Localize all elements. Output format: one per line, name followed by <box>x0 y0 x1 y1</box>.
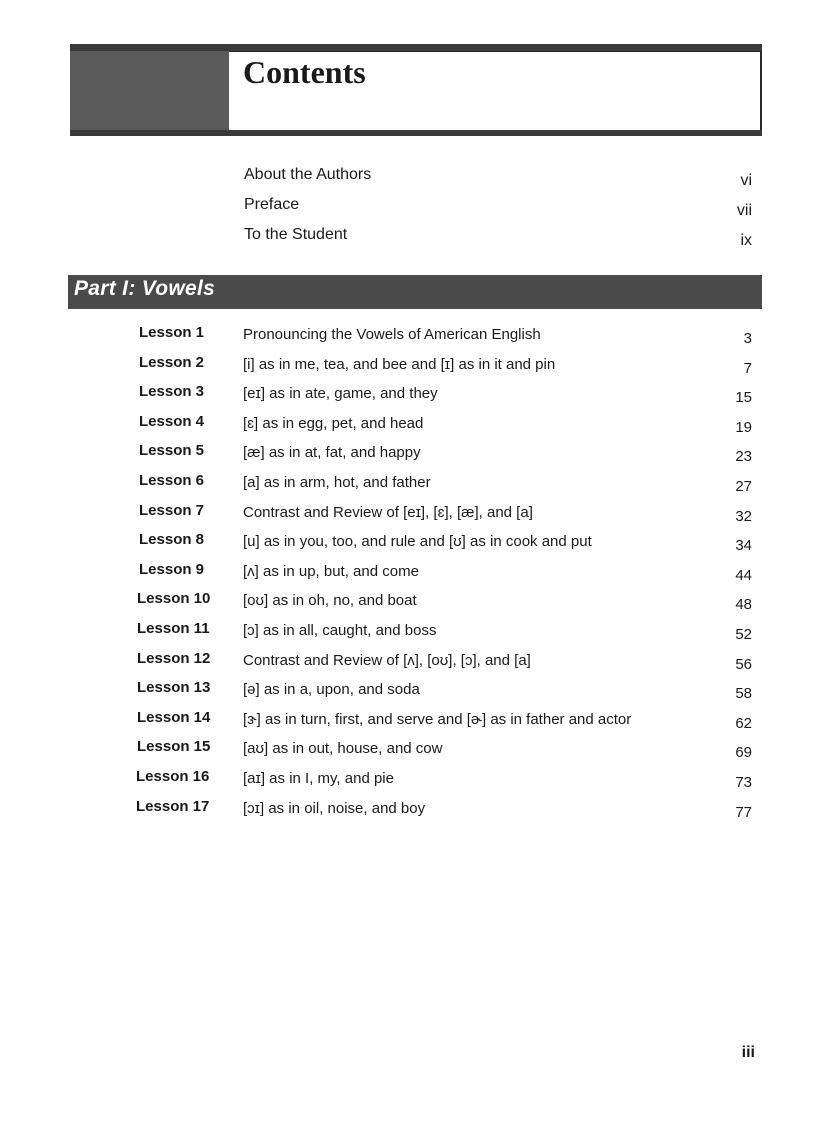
lesson-title: Contrast and Review of [eɪ], [ɛ], [æ], and [a] <box>243 503 533 521</box>
page-folio: iii <box>741 1044 755 1061</box>
lesson-title: [a] as in arm, hot, and father <box>243 474 431 491</box>
lesson-page: 69 <box>735 744 752 762</box>
lesson-label: Lesson 4 <box>139 412 205 430</box>
lesson-title: [ɔ] as in all, caught, and boss <box>243 622 437 639</box>
lesson-title: Contrast and Review of [ʌ], [oʊ], [ɔ], and [a] <box>243 651 531 669</box>
page-title: Contents <box>243 54 366 90</box>
front-matter-page: vi <box>740 172 752 189</box>
lesson-page: 27 <box>735 478 752 495</box>
lesson-title: [ɛ] as in egg, pet, and head <box>243 414 424 432</box>
lesson-label: Lesson 5 <box>139 442 205 460</box>
lesson-title: [oʊ] as in oh, no, and boat <box>243 592 417 610</box>
lesson-page: 52 <box>735 626 752 643</box>
lesson-label: Lesson 9 <box>139 560 205 578</box>
lesson-page: 73 <box>735 774 752 791</box>
front-matter-page: vii <box>736 202 752 219</box>
front-matter-page: ix <box>740 232 752 249</box>
lesson-title: [ɝ] as in turn, first, and serve and [ɚ] as in father and actor <box>243 710 632 728</box>
lesson-label: Lesson 7 <box>139 501 205 519</box>
lesson-title: Pronouncing the Vowels of American English <box>243 326 541 343</box>
lesson-title: [ʌ] as in up, but, and come <box>243 562 419 580</box>
lesson-label: Lesson 3 <box>139 383 205 401</box>
lesson-label: Lesson 15 <box>137 738 211 756</box>
lesson-label: Lesson 1 <box>139 324 205 341</box>
lesson-page: 77 <box>735 803 752 821</box>
lesson-page: 56 <box>735 655 752 673</box>
lesson-title: [aʊ] as in out, house, and cow <box>243 740 443 758</box>
lesson-title: [i] as in me, tea, and bee and [ɪ] as in it and pin <box>243 355 556 373</box>
lesson-label: Lesson 6 <box>139 472 205 489</box>
lesson-page: 3 <box>743 330 752 347</box>
lesson-label: Lesson 14 <box>137 708 211 726</box>
lesson-page: 58 <box>735 685 752 703</box>
lesson-title: [ɔɪ] as in oil, noise, and boy <box>243 799 426 817</box>
lesson-label: Lesson 11 <box>137 620 210 637</box>
lesson-label: Lesson 16 <box>136 768 210 785</box>
lesson-title: [ə] as in a, upon, and soda <box>243 681 420 699</box>
lesson-title: [u] as in you, too, and rule and [ʊ] as in cook and put <box>243 533 592 551</box>
lesson-label: Lesson 13 <box>137 679 211 697</box>
lesson-page: 19 <box>735 418 752 436</box>
front-matter-title: About the Authors <box>244 166 372 183</box>
header-bottom-rule <box>70 130 762 136</box>
front-matter-title: Preface <box>244 196 300 213</box>
lesson-title: [eɪ] as in ate, game, and they <box>243 385 438 403</box>
lesson-label: Lesson 10 <box>137 590 211 608</box>
lesson-page: 62 <box>735 714 752 732</box>
header-top-rule <box>70 44 762 51</box>
front-matter-title: To the Student <box>244 226 348 243</box>
lesson-title: [æ] as in at, fat, and happy <box>243 444 421 462</box>
part-heading: Part I: Vowels <box>74 277 216 300</box>
lesson-page: 34 <box>735 537 752 555</box>
lesson-page: 7 <box>743 359 752 377</box>
lesson-label: Lesson 12 <box>137 649 211 667</box>
header-dark-block <box>70 44 230 134</box>
lesson-page: 48 <box>735 596 752 614</box>
lesson-page: 32 <box>735 507 752 525</box>
lesson-page: 44 <box>735 566 752 584</box>
lesson-page: 15 <box>735 389 752 407</box>
lesson-label: Lesson 8 <box>139 531 205 549</box>
lesson-page: 23 <box>735 448 752 466</box>
lesson-label: Lesson 17 <box>136 797 210 815</box>
lesson-title: [aɪ] as in I, my, and pie <box>243 770 394 787</box>
lesson-label: Lesson 2 <box>139 353 205 371</box>
